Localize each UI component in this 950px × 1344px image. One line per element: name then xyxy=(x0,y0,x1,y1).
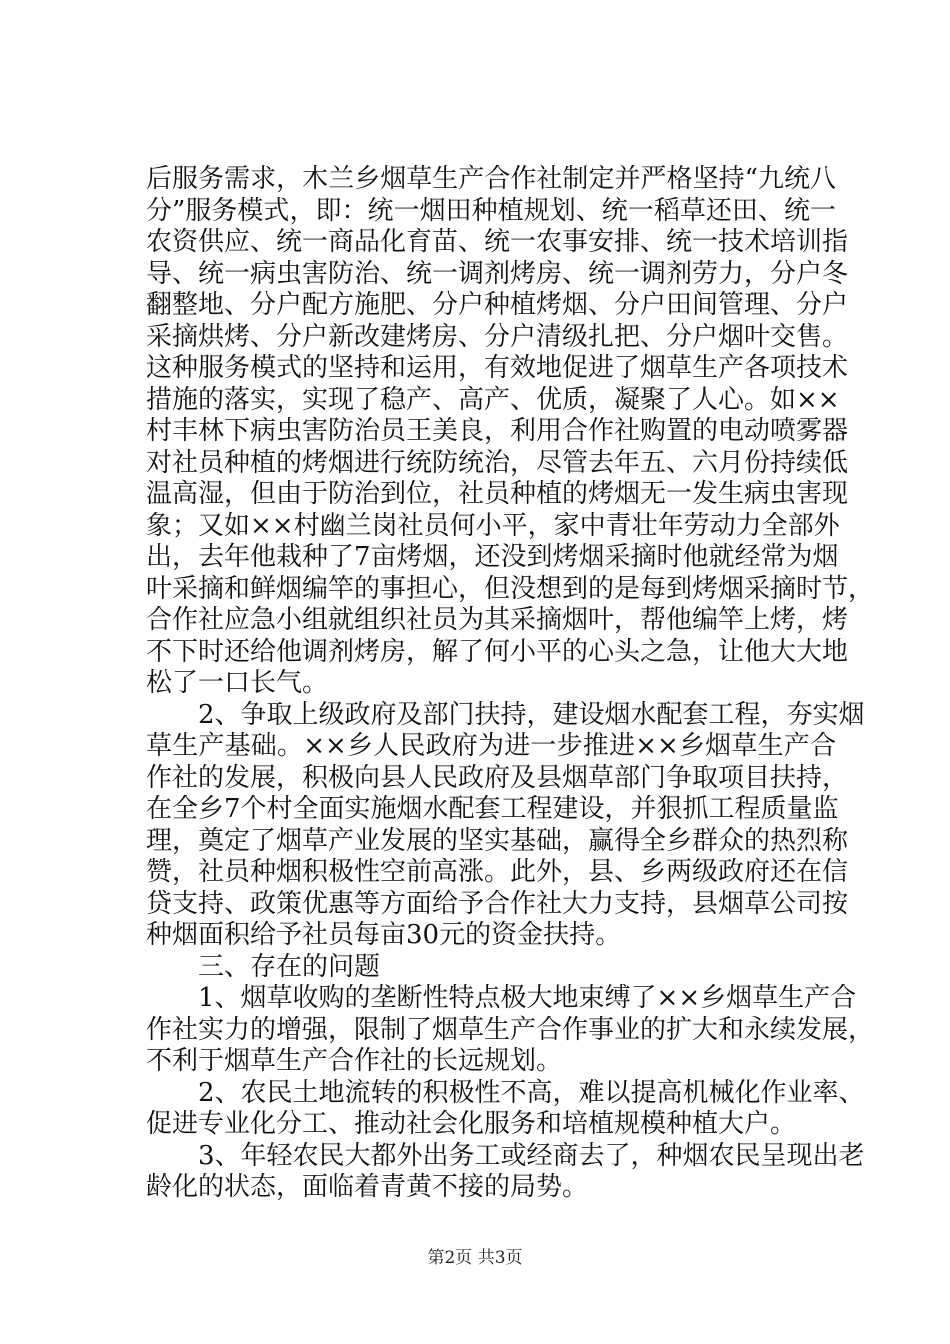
text-line: 3、年轻农民大都外出务工或经商去了，种烟农民呈现出老 xyxy=(146,1140,865,1171)
text-line: 龄化的状态，面临着青黄不接的局势。 xyxy=(146,1172,589,1202)
text-line: 措施的落实，实现了稳产、高产、优质，凝聚了人心。如×× xyxy=(146,384,840,415)
text-line: 种烟面积给予社员每亩30元的资金扶持。 xyxy=(146,920,622,950)
text-line: 出，去年他栽种了7亩烤烟，还没到烤烟采摘时他就经常为烟 xyxy=(146,542,839,572)
text-line: 采摘烘烤、分户新改建烤房、分户清级扎把、分户烟叶交售。 xyxy=(146,321,849,352)
text-line: 象；又如××村幽兰岗社员何小平，家中青壮年劳动力全部外 xyxy=(146,510,840,541)
text-line: 叶采摘和鲜烟编竿的事担心，但没想到的是每到烤烟采摘时节， xyxy=(146,573,875,604)
text-line: 村丰林下病虫害防治员王美良，利用合作社购置的电动喷雾器 xyxy=(146,416,849,446)
text-line: 2、农民土地流转的积极性不高，难以提高机械化作业率、 xyxy=(146,1077,865,1108)
text-line: 2、争取上级政府及部门扶持，建设烟水配套工程，夯实烟 xyxy=(146,699,865,730)
text-line: 三、存在的问题 xyxy=(146,951,381,982)
text-line: 理，奠定了烟草产业发展的坚实基础，赢得全乡群众的热烈称 xyxy=(146,825,849,856)
page-footer: 第2页 共3页 xyxy=(427,1248,523,1268)
text-line: 作社的发展，积极向县人民政府及县烟草部门争取项目扶持， xyxy=(146,762,849,793)
text-line: 合作社应急小组就组织社员为其采摘烟叶，帮他编竿上烤，烤 xyxy=(146,605,849,635)
text-line: 草生产基础。××乡人民政府为进一步推进××乡烟草生产合 xyxy=(146,731,836,761)
text-line: 这种服务模式的坚持和运用，有效地促进了烟草生产各项技术 xyxy=(146,353,849,383)
body-text xyxy=(146,164,875,1204)
text-line: 在全乡7个村全面实施烟水配套工程建设，并狠抓工程质量监 xyxy=(146,794,839,824)
text-line: 松了一口长气。 xyxy=(146,668,329,698)
text-line: 分”服务模式，即：统一烟田种植规划、统一稻草还田、统一 xyxy=(146,195,836,226)
text-line: 不下时还给他调剂烤房，解了何小平的心头之急，让他大大地 xyxy=(146,636,849,667)
text-line: 后服务需求，木兰乡烟草生产合作社制定并严格坚持“九统八 xyxy=(146,164,836,194)
text-line: 温高湿，但由于防治到位，社员种植的烤烟无一发生病虫害现 xyxy=(146,479,849,509)
text-line: 1、烟草收购的垄断性特点极大地束缚了××乡烟草生产合 xyxy=(146,983,857,1013)
text-line: 贷支持、政策优惠等方面给予合作社大力支持，县烟草公司按 xyxy=(146,888,849,919)
text-line: 对社员种植的烤烟进行统防统治，尽管去年五、六月份持续低 xyxy=(146,447,849,478)
text-line: 翻整地、分户配方施肥、分户种植烤烟、分户田间管理、分户 xyxy=(146,290,849,320)
text-line: 导、统一病虫害防治、统一调剂烤房、统一调剂劳力，分户冬 xyxy=(146,258,849,289)
text-line: 作社实力的增强，限制了烟草生产合作事业的扩大和永续发展， xyxy=(146,1014,875,1045)
text-line: 农资供应、统一商品化育苗、统一农事安排、统一技术培训指 xyxy=(146,227,849,257)
text-line: 促进专业化分工、推动社会化服务和培植规模种植大户。 xyxy=(146,1109,797,1139)
text-line: 赞，社员种烟积极性空前高涨。此外，县、乡两级政府还在信 xyxy=(146,857,849,887)
text-line: 不利于烟草生产合作社的长远规划。 xyxy=(146,1046,563,1076)
